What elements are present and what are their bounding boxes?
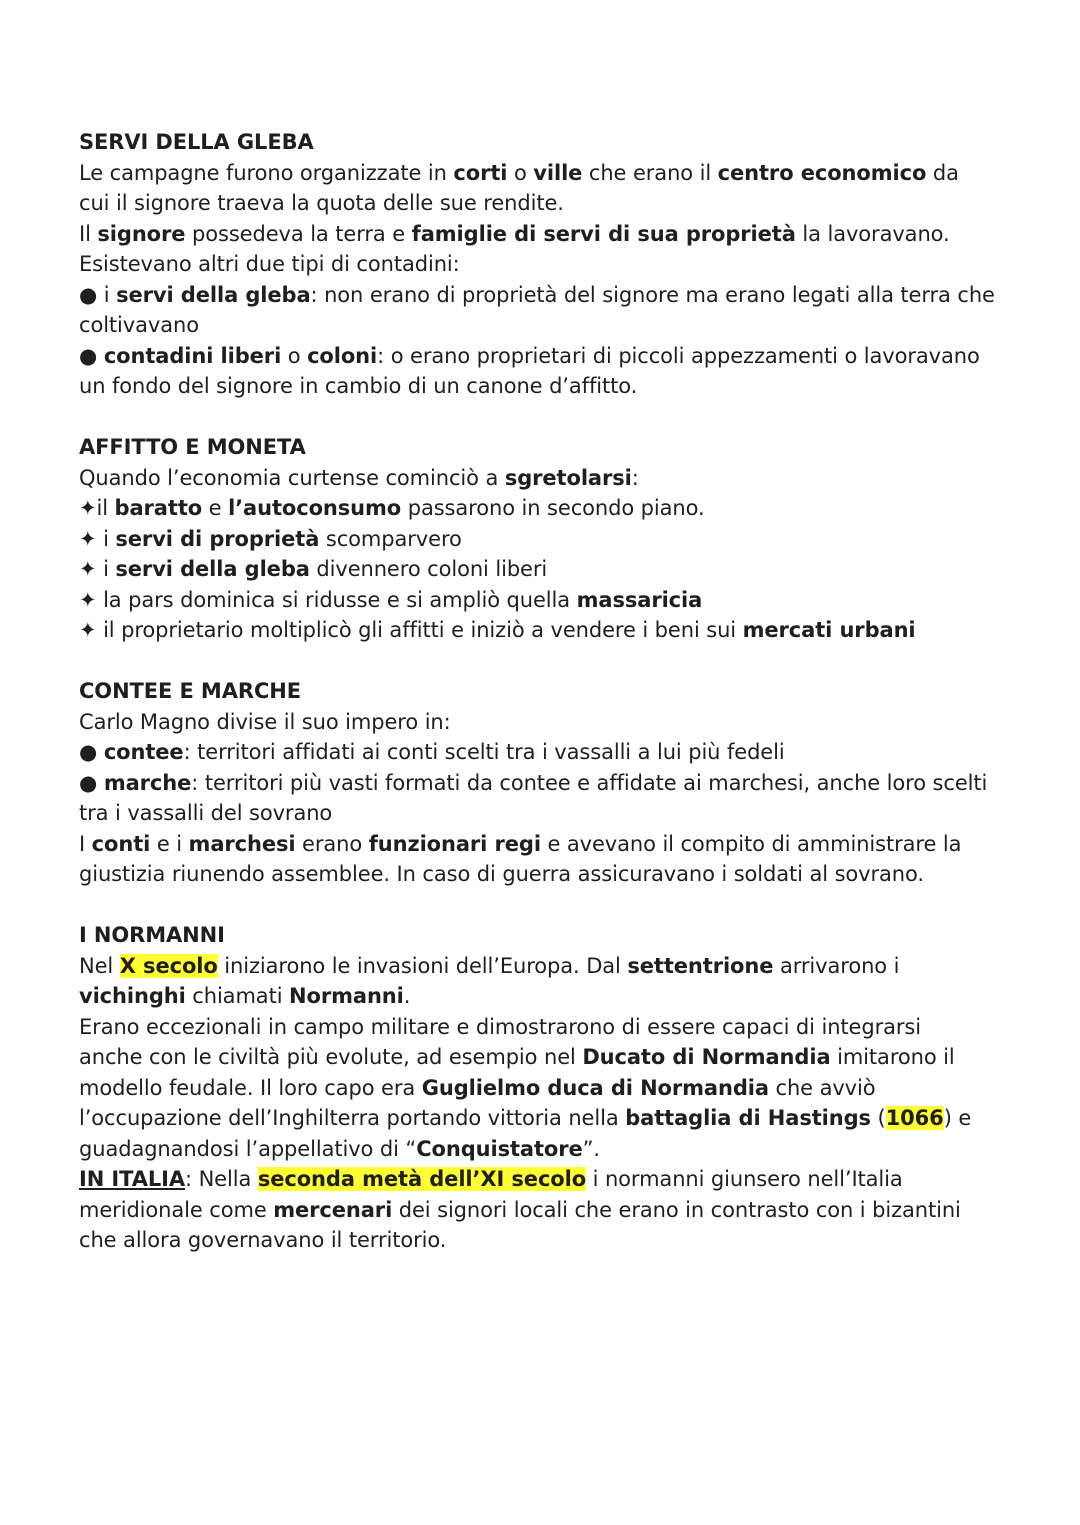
- bold-text: Guglielmo duca di Normandia: [421, 1075, 769, 1100]
- text-run: Quando l’economia curtense cominciò a: [79, 465, 505, 490]
- text-run: imitarono il: [830, 1045, 955, 1069]
- highlighted-text: seconda metà dell’XI secolo: [257, 1167, 587, 1191]
- bold-text: Normanni: [289, 984, 404, 1008]
- text-line: [79, 1195, 1039, 1226]
- bold-text: vichinghi: [79, 984, 186, 1008]
- text-run: I: [79, 831, 92, 856]
- bold-text: Ducato di Normandia: [582, 1045, 831, 1069]
- text-line: [79, 219, 1039, 250]
- text-line: [79, 829, 1039, 860]
- text-run: l’occupazione dell’Inghilterra portando vittoria nella: [79, 1106, 626, 1130]
- text-run: : non erano di proprietà del signore ma erano legati alla terra che: [310, 282, 995, 307]
- bold-text: mercenari: [273, 1197, 393, 1222]
- text-run: ”.: [582, 1136, 601, 1161]
- text-line: [79, 951, 1039, 982]
- section-body: [79, 707, 1039, 890]
- text-run: e: [202, 496, 229, 520]
- text-line: [79, 585, 1039, 616]
- text-line: [79, 310, 1039, 341]
- text-run: o: [507, 160, 534, 185]
- bold-text: servi di proprietà: [115, 526, 320, 551]
- bold-text: servi della gleba: [116, 282, 311, 307]
- text-run: divennero coloni liberi: [309, 557, 548, 581]
- bold-text: famiglie di servi di sua proprietà: [411, 221, 796, 246]
- text-line: [79, 1164, 1039, 1195]
- text-run: che erano il: [582, 160, 718, 185]
- bold-text: funzionari regi: [368, 831, 541, 856]
- section-body: [79, 463, 1039, 646]
- text-line: [79, 737, 1039, 768]
- text-run: e avevano il compito di amministrare la: [540, 831, 962, 856]
- text-run: chiamati: [185, 984, 290, 1008]
- text-line: [79, 1134, 1039, 1165]
- text-run: che allora governavano il territorio.: [79, 1228, 447, 1252]
- bold-text: battaglia di Hastings: [625, 1106, 871, 1130]
- text-run: modello feudale. Il loro capo era: [79, 1075, 422, 1100]
- text-run: la lavoravano.: [795, 221, 950, 246]
- text-line: [79, 280, 1039, 311]
- text-run: dei signori locali che erano in contrasto con i bizantini: [392, 1197, 961, 1222]
- text-line: [79, 615, 1039, 646]
- text-line: [79, 1012, 1039, 1043]
- text-run: ✦ i: [79, 526, 116, 551]
- bold-text: settentrione: [627, 953, 774, 978]
- section-heading: I NORMANNI: [79, 923, 225, 947]
- text-run: : Nella: [185, 1167, 258, 1191]
- text-run: : territori più vasti formati da contee e affidate ai marchesi, anche loro scelti: [191, 770, 988, 795]
- section-body: [79, 158, 1039, 402]
- bold-text: marchesi: [188, 831, 296, 856]
- text-line: [79, 493, 1039, 524]
- bold-text: servi della gleba: [115, 557, 310, 581]
- notes-page: [79, 127, 1039, 1286]
- text-run: Il: [79, 221, 98, 246]
- text-run: arrivarono i: [773, 953, 900, 978]
- text-run: iniziarono le invasioni dell’Europa. Dal: [217, 953, 628, 978]
- text-line: [79, 859, 1039, 890]
- text-run: : territori affidati ai conti scelti tra i vassalli a lui più fedeli: [183, 740, 785, 764]
- bold-text: ville: [533, 160, 583, 185]
- text-line: [79, 768, 1039, 799]
- text-line: [79, 341, 1039, 372]
- section-contee-e-marche: [79, 676, 1039, 890]
- bold-text: marche: [103, 770, 192, 795]
- highlighted-text: X secolo: [119, 953, 218, 978]
- text-run: .: [403, 984, 411, 1008]
- text-run: Erano eccezionali in campo militare e dimostrarono di essere capaci di integrarsi: [79, 1014, 922, 1039]
- text-line: [79, 1042, 1039, 1073]
- bold-text: conti: [91, 831, 151, 856]
- bold-text: contee: [103, 740, 184, 764]
- text-run: ✦ la pars dominica si ridusse e si ampliò quella: [79, 587, 577, 612]
- bold-text: corti: [453, 160, 508, 185]
- text-line: [79, 554, 1039, 585]
- text-run: ●: [79, 343, 104, 368]
- text-run: passarono in secondo piano.: [401, 496, 705, 520]
- section-heading: CONTEE E MARCHE: [79, 679, 301, 703]
- text-run: possedeva la terra e: [185, 221, 412, 246]
- bold-text: contadini liberi: [103, 343, 282, 368]
- text-line: [79, 707, 1039, 738]
- bold-text: signore: [97, 221, 186, 246]
- section-body: [79, 951, 1039, 1256]
- bold-text: coloni: [307, 343, 378, 368]
- text-run: i normanni giunsero nell’Italia: [586, 1167, 903, 1191]
- text-line: [79, 798, 1039, 829]
- section-i-normanni: [79, 920, 1039, 1256]
- text-run: e i: [150, 831, 189, 856]
- text-run: da: [926, 160, 959, 185]
- text-line: [79, 249, 1039, 280]
- text-run: un fondo del signore in cambio di un canone d’affitto.: [79, 374, 638, 398]
- text-run: o: [281, 343, 308, 368]
- text-run: scomparvero: [319, 526, 462, 551]
- section-affitto-e-moneta: [79, 432, 1039, 646]
- text-run: ●: [79, 770, 104, 795]
- text-run: ) e: [943, 1106, 972, 1130]
- text-run: coltivavano: [79, 313, 199, 337]
- bold-text: sgretolarsi: [504, 465, 632, 490]
- text-line: [79, 371, 1039, 402]
- text-run: Nel: [79, 953, 120, 978]
- highlighted-text: 1066: [885, 1106, 944, 1130]
- text-line: [79, 1073, 1039, 1104]
- bold-text: massaricia: [576, 587, 703, 612]
- text-run: tra i vassalli del sovrano: [79, 801, 333, 825]
- text-run: : o erano proprietari di piccoli appezzamenti o lavoravano: [377, 343, 980, 368]
- text-line: [79, 188, 1039, 219]
- text-run: Carlo Magno divise il suo impero in:: [79, 709, 451, 734]
- text-run: guadagnandosi l’appellativo di “: [79, 1136, 417, 1161]
- text-run: meridionale come: [79, 1197, 274, 1222]
- text-line: [79, 463, 1039, 494]
- section-servi-della-gleba: [79, 127, 1039, 402]
- text-run: giustizia riunendo assemblee. In caso di guerra assicuravano i soldati al sovrano.: [79, 862, 924, 886]
- text-line: [79, 158, 1039, 189]
- text-line: [79, 524, 1039, 555]
- text-run: che avviò: [768, 1075, 876, 1100]
- text-run: Le campagne furono organizzate in: [79, 160, 454, 185]
- bold-text: mercati urbani: [742, 618, 916, 642]
- underlined-label: IN ITALIA: [79, 1167, 186, 1191]
- text-line: [79, 1225, 1039, 1256]
- section-heading: SERVI DELLA GLEBA: [79, 130, 314, 154]
- text-line: [79, 1103, 1039, 1134]
- text-run: ●: [79, 740, 104, 764]
- text-run: :: [631, 465, 639, 490]
- bold-text: l’autoconsumo: [228, 496, 402, 520]
- bold-text: centro economico: [717, 160, 927, 185]
- text-run: cui il signore traeva la quota delle sue rendite.: [79, 191, 564, 215]
- text-run: ● i: [79, 282, 117, 307]
- text-run: anche con le civiltà più evolute, ad esempio nel: [79, 1045, 583, 1069]
- section-heading: AFFITTO E MONETA: [79, 435, 306, 459]
- text-run: erano: [295, 831, 369, 856]
- bold-text: baratto: [114, 496, 203, 520]
- text-run: ✦il: [79, 496, 115, 520]
- text-run: (: [870, 1106, 886, 1130]
- text-run: ✦ il proprietario moltiplicò gli affitti e iniziò a vendere i beni sui: [79, 618, 743, 642]
- bold-text: Conquistatore: [416, 1136, 583, 1161]
- text-run: ✦ i: [79, 557, 116, 581]
- text-run: Esistevano altri due tipi di contadini:: [79, 252, 460, 276]
- text-line: [79, 981, 1039, 1012]
